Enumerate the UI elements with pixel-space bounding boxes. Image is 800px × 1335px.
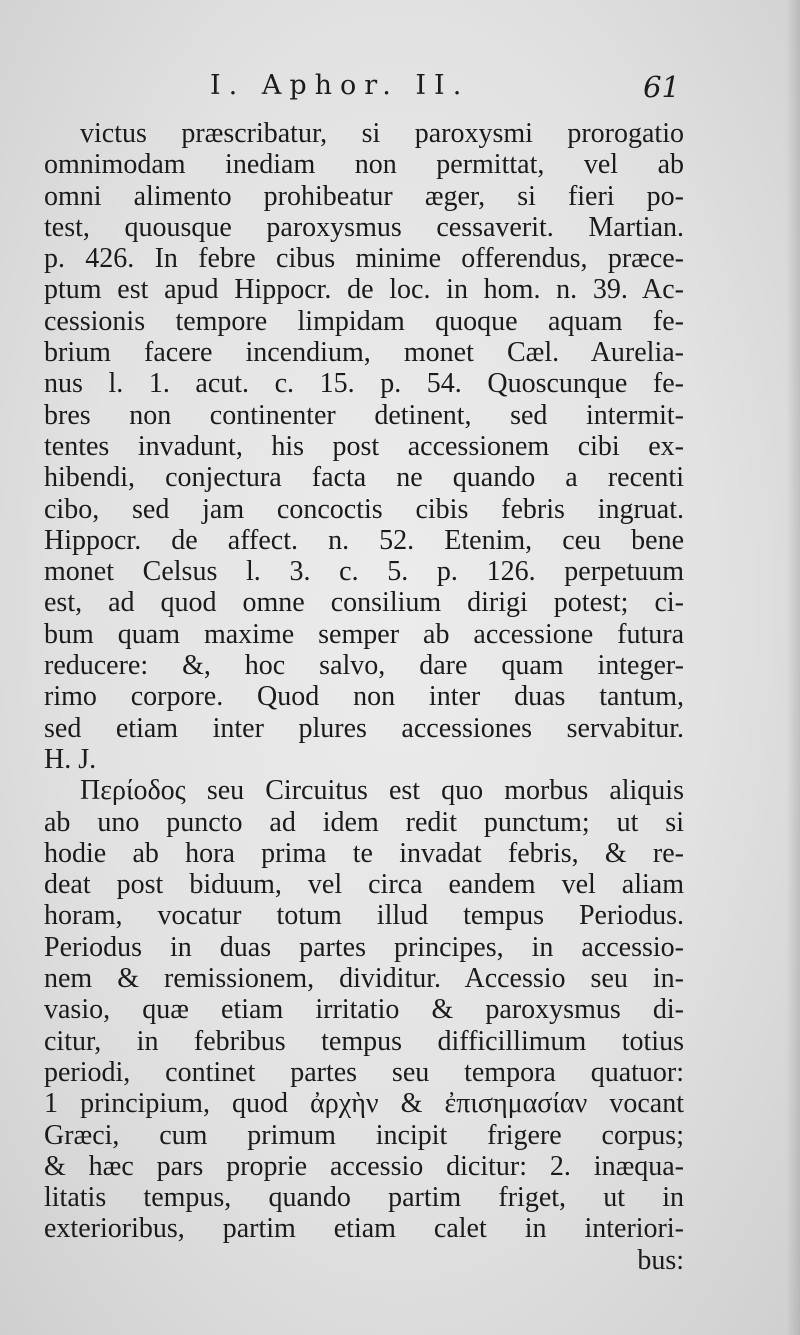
running-head: I. Aphor. II. bbox=[210, 70, 470, 101]
text-line: hodie ab hora prima te invadat febris, & re- bbox=[44, 837, 684, 869]
text-line: H. J. bbox=[44, 743, 97, 775]
text-line: p. 426. In febre cibus minime offerendus, præce- bbox=[44, 243, 684, 275]
text-line: hibendi, conjectura facta ne quando a recenti bbox=[44, 462, 684, 494]
text-line: brium facere incendium, monet Cæl. Aurelia- bbox=[44, 337, 684, 369]
text-line: 1 principium, quod ἀρχὴν & ἐπισημασίαν vocant bbox=[44, 1088, 684, 1120]
text-line: ptum est apud Hippocr. de loc. in hom. n. 39. Ac- bbox=[44, 274, 684, 306]
text-line: Hippocr. de affect. n. 52. Etenim, ceu bene bbox=[44, 524, 684, 556]
text-line: omnimodam inediam non permittat, vel ab bbox=[44, 149, 684, 181]
text-line: bum quam maxime semper ab accessione futura bbox=[44, 618, 684, 650]
text-line: ab uno puncto ad idem redit punctum; ut si bbox=[44, 806, 684, 838]
text-line: est, ad quod omne consilium dirigi potest; ci- bbox=[44, 587, 684, 619]
text-line: nem & remissionem, dividitur. Accessio seu in- bbox=[44, 963, 684, 995]
text-line: litatis tempus, quando partim friget, ut in bbox=[44, 1182, 684, 1214]
text-line: sed etiam inter plures accessiones servabitur. bbox=[44, 712, 684, 744]
text-line: reducere: &, hoc salvo, dare quam integer- bbox=[44, 650, 684, 682]
text-line: vasio, quæ etiam irritatio & paroxysmus di- bbox=[44, 994, 684, 1026]
text-line: Periodus in duas partes principes, in accessio- bbox=[44, 931, 684, 963]
text-line: monet Celsus l. 3. c. 5. p. 126. perpetuum bbox=[44, 556, 684, 588]
text-line: Græci, cum primum incipit frigere corpus; bbox=[44, 1119, 684, 1151]
page-body bbox=[44, 118, 684, 1276]
text-line: bres non continenter detinent, sed intermit- bbox=[44, 399, 684, 431]
page-number: 61 bbox=[643, 70, 680, 104]
text-line: horam, vocatur totum illud tempus Periodus. bbox=[44, 900, 684, 932]
text-line: nus l. 1. acut. c. 15. p. 54. Quoscunque fe- bbox=[44, 368, 684, 400]
text-line: bus: bbox=[637, 1244, 684, 1276]
text-line: test, quousque paroxysmus cessaverit. Martian. bbox=[44, 211, 684, 243]
paragraph-2 bbox=[44, 775, 684, 1276]
text-line: exterioribus, partim etiam calet in interiori- bbox=[44, 1213, 684, 1245]
text-line: victus præscribatur, si paroxysmi prorogatio bbox=[80, 118, 684, 149]
page-header bbox=[210, 70, 680, 110]
text-line: cessionis tempore limpidam quoque aquam fe- bbox=[44, 305, 684, 337]
text-line: Περίοδος seu Circuitus est quo morbus aliquis bbox=[80, 775, 684, 807]
text-line: deat post biduum, vel circa eandem vel aliam bbox=[44, 869, 684, 901]
page-gutter-shadow bbox=[786, 0, 800, 1335]
text-line: citur, in febribus tempus difficillimum totius bbox=[44, 1025, 684, 1057]
text-line: tentes invadunt, his post accessionem cibi ex- bbox=[44, 430, 684, 462]
text-line: & hæc pars proprie accessio dicitur: 2. inæqua- bbox=[44, 1150, 684, 1182]
paragraph-1 bbox=[44, 118, 684, 775]
text-line: periodi, continet partes seu tempora quatuor: bbox=[44, 1056, 684, 1088]
text-line: cibo, sed jam concoctis cibis febris ingruat. bbox=[44, 493, 684, 525]
text-line: omni alimento prohibeatur æger, si fieri po- bbox=[44, 180, 684, 212]
text-line: rimo corpore. Quod non inter duas tantum, bbox=[44, 681, 684, 713]
